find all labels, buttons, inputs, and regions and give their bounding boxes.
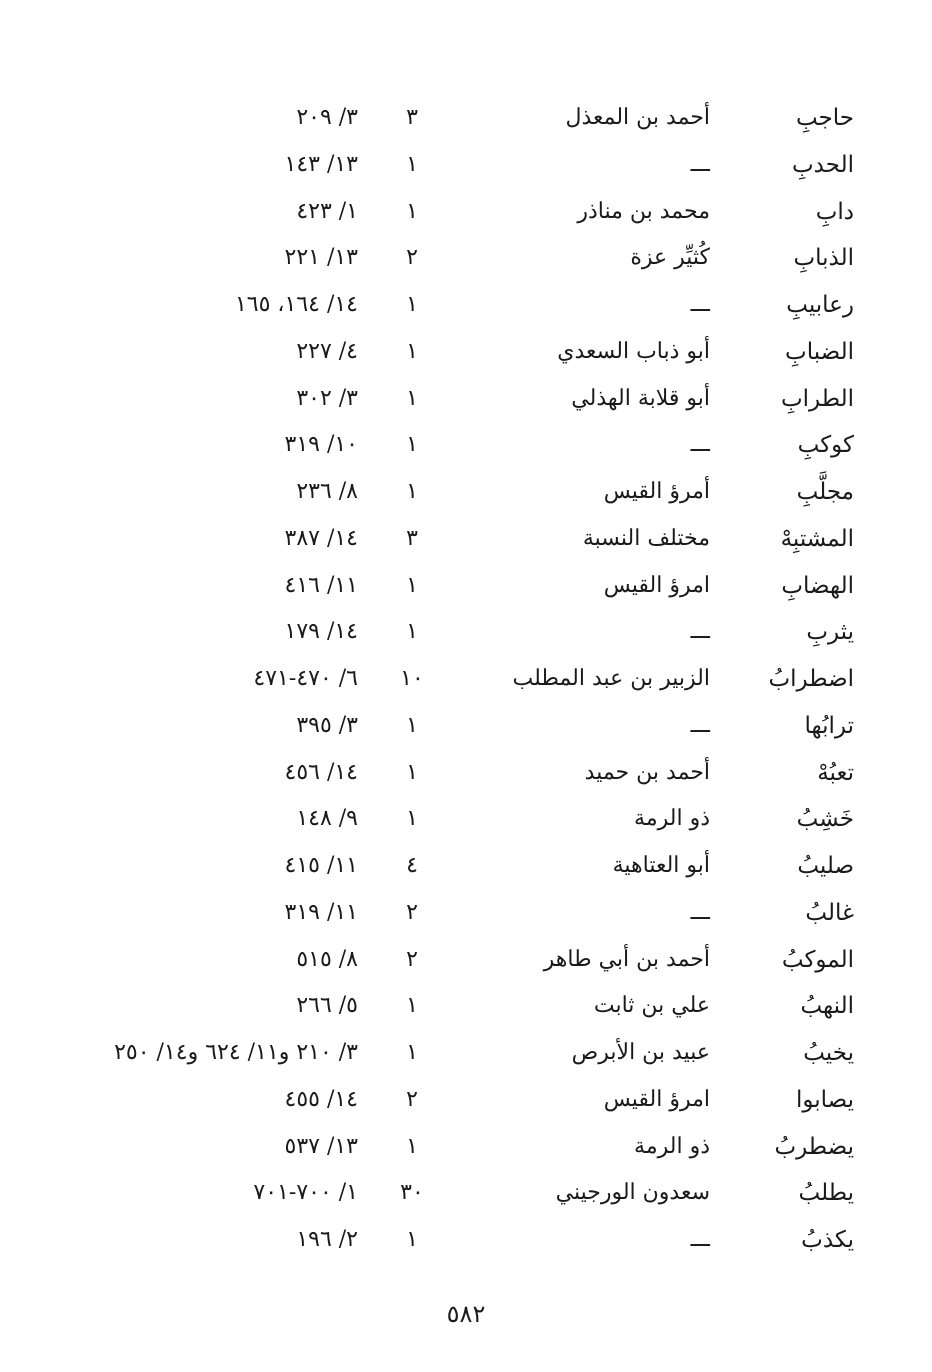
verse-count: ١ xyxy=(406,619,418,645)
volume-page-reference: ١٤/ ٤٥٥ xyxy=(284,1086,358,1112)
volume-page-reference: ١٤/ ٣٨٧ xyxy=(284,525,358,551)
verse-count: ٤ xyxy=(406,853,418,878)
poet-name: سعدون الورجيني xyxy=(555,1180,710,1206)
verse-count: ٣ xyxy=(406,525,418,551)
table-row xyxy=(0,890,932,937)
rhyme-word: اضطرابُ xyxy=(768,666,854,692)
poet-name: أبو ذباب السعدي xyxy=(557,338,710,364)
poet-name: ـــ xyxy=(690,1227,710,1252)
verse-count: ١ xyxy=(406,432,418,458)
poet-name: كُثيِّر عزة xyxy=(630,245,710,271)
volume-page-reference: ١١/ ٤١٦ xyxy=(284,572,358,598)
rhyme-word: غالبُ xyxy=(805,899,854,926)
volume-page-reference: ٣/ ٣٩٥ xyxy=(296,712,358,738)
rhyme-word: الطرابِ xyxy=(781,385,854,412)
table-row xyxy=(0,95,932,142)
table-row xyxy=(0,422,932,469)
volume-page-reference: ٨/ ٥١٥ xyxy=(296,946,358,972)
rhyme-word: الذبابِ xyxy=(793,245,854,272)
table-row xyxy=(0,516,932,563)
rhyme-word: رعابيبِ xyxy=(786,292,854,318)
verse-count: ٢ xyxy=(406,946,418,972)
verse-count: ١ xyxy=(406,572,418,598)
verse-count: ١ xyxy=(406,292,418,317)
volume-page-reference: ١٤/ ٤٥٦ xyxy=(284,759,358,785)
rhyme-word: يصابوا xyxy=(795,1086,854,1113)
table-row xyxy=(0,282,932,329)
rhyme-word: يكذبُ xyxy=(801,1227,854,1253)
rhyme-word: حاجبِ xyxy=(795,105,854,131)
volume-page-reference: ١١/ ٤١٥ xyxy=(284,853,358,878)
poet-name: أبو قلابة الهذلي xyxy=(571,385,710,411)
rhyme-word: يثربِ xyxy=(806,619,854,646)
poet-name: امرؤ القيس xyxy=(603,1086,710,1112)
table-row xyxy=(0,469,932,516)
poet-name: ـــ xyxy=(690,899,710,925)
verse-count: ٢ xyxy=(406,1086,418,1112)
poet-name: ـــ xyxy=(690,432,710,458)
table-row xyxy=(0,937,932,984)
verse-count: ١ xyxy=(406,1227,418,1252)
rhyme-word: خَشِبُ xyxy=(796,806,854,833)
rhyme-word: صليبُ xyxy=(797,853,854,879)
verse-count: ١ xyxy=(406,151,418,177)
poet-name: محمد بن مناذر xyxy=(577,198,710,224)
poet-name: ـــ xyxy=(690,151,710,177)
poet-name: الزبير بن عبد المطلب xyxy=(512,666,710,691)
volume-page-reference: ٥/ ٢٦٦ xyxy=(296,993,358,1019)
verse-count: ١ xyxy=(406,1133,418,1159)
rhyme-word: الموكبُ xyxy=(781,946,854,973)
verse-count: ١ xyxy=(406,806,418,832)
verse-count: ١ xyxy=(406,198,418,224)
volume-page-reference: ٢/ ١٩٦ xyxy=(296,1227,358,1252)
poet-name: أحمد بن حميد xyxy=(584,759,710,785)
rhyme-word: يطلبُ xyxy=(798,1180,854,1207)
verse-count: ١ xyxy=(406,759,418,785)
verse-count: ٣٠ xyxy=(400,1180,424,1206)
poet-name: ذو الرمة xyxy=(634,806,710,832)
poet-name: ذو الرمة xyxy=(634,1133,710,1159)
verse-count: ١ xyxy=(406,993,418,1019)
volume-page-reference: ١٣/ ٥٣٧ xyxy=(284,1133,358,1159)
table-row xyxy=(0,1077,932,1124)
table-row xyxy=(0,609,932,656)
table-row xyxy=(0,983,932,1030)
table-row xyxy=(0,329,932,376)
poet-name: ـــ xyxy=(690,292,710,317)
table-row xyxy=(0,189,932,236)
volume-page-reference: ١٤/ ١٦٤، ١٦٥ xyxy=(234,292,358,317)
poet-name: عبيد بن الأبرص xyxy=(571,1040,710,1065)
poet-name: ـــ xyxy=(690,619,710,645)
volume-page-reference: ١٣/ ٢٢١ xyxy=(284,245,358,271)
rhyme-word: المشتبِهْ xyxy=(780,525,854,552)
verse-count: ١ xyxy=(406,385,418,411)
table-row xyxy=(0,235,932,282)
poet-name: مختلف النسبة xyxy=(582,525,710,551)
table-row xyxy=(0,703,932,750)
volume-page-reference: ١٠/ ٣١٩ xyxy=(284,432,358,458)
rhyme-word: يخيبُ xyxy=(803,1040,854,1066)
rhyme-word: يضطربُ xyxy=(774,1133,854,1160)
table-row xyxy=(0,656,932,703)
table-row xyxy=(0,1217,932,1264)
poet-name: علي بن ثابت xyxy=(593,993,710,1019)
poet-name: أحمد بن المعذل xyxy=(565,105,710,130)
rhyme-word: مجلَّبِ xyxy=(796,479,854,505)
rhyme-word: الهضابِ xyxy=(781,572,854,599)
table-row xyxy=(0,376,932,423)
verse-count: ٢ xyxy=(406,899,418,925)
verse-count: ١ xyxy=(406,712,418,738)
volume-page-reference: ١١/ ٣١٩ xyxy=(284,899,358,925)
rhyme-word: ترابُها xyxy=(804,712,854,739)
verse-count: ١ xyxy=(406,1040,418,1065)
volume-page-reference: ٩/ ١٤٨ xyxy=(296,806,358,832)
table-row xyxy=(0,1170,932,1217)
verse-count: ٣ xyxy=(406,105,418,130)
table-row xyxy=(0,142,932,189)
table-row xyxy=(0,796,932,843)
volume-page-reference: ٣/ ٣٠٢ xyxy=(296,385,358,411)
verse-count: ١ xyxy=(406,479,418,504)
table-row xyxy=(0,1124,932,1171)
table-row xyxy=(0,750,932,797)
volume-page-reference: ٤/ ٢٢٧ xyxy=(296,338,358,364)
table-row xyxy=(0,1030,932,1077)
verse-count: ١٠ xyxy=(400,666,424,691)
verse-count: ١ xyxy=(406,338,418,364)
volume-page-reference: ٣/ ٢١٠ و١١/ ٦٢٤ و١٤/ ٢٥٠ xyxy=(114,1040,358,1065)
volume-page-reference: ٣/ ٢٠٩ xyxy=(296,105,358,130)
poet-name: ـــ xyxy=(690,712,710,738)
rhyme-word: الضبابِ xyxy=(785,338,854,365)
volume-page-reference: ١٣/ ١٤٣ xyxy=(284,151,358,177)
page-number: ٥٨٢ xyxy=(446,1300,486,1328)
volume-page-reference: ١٤/ ١٧٩ xyxy=(284,619,358,645)
table-row xyxy=(0,563,932,610)
poet-name: أمرؤ القيس xyxy=(603,479,710,504)
rhyme-word: النهبُ xyxy=(800,993,854,1020)
poet-name: أبو العتاهية xyxy=(612,853,710,878)
volume-page-reference: ١/ ٤٢٣ xyxy=(296,198,358,224)
rhyme-word: كوكبِ xyxy=(797,432,854,459)
volume-page-reference: ٨/ ٢٣٦ xyxy=(296,479,358,504)
poet-name: أحمد بن أبي طاهر xyxy=(543,946,710,972)
rhyme-word: تعبُهْ xyxy=(817,759,854,786)
poet-name: امرؤ القيس xyxy=(603,572,710,598)
rhyme-index-table xyxy=(0,95,932,1265)
volume-page-reference: ٦/ ٤٧٠-٤٧١ xyxy=(253,666,358,691)
verse-count: ٢ xyxy=(406,245,418,271)
volume-page-reference: ١/ ٧٠٠-٧٠١ xyxy=(253,1180,358,1206)
rhyme-word: دابِ xyxy=(815,198,854,225)
table-row xyxy=(0,843,932,890)
rhyme-word: الحدبِ xyxy=(792,151,854,178)
